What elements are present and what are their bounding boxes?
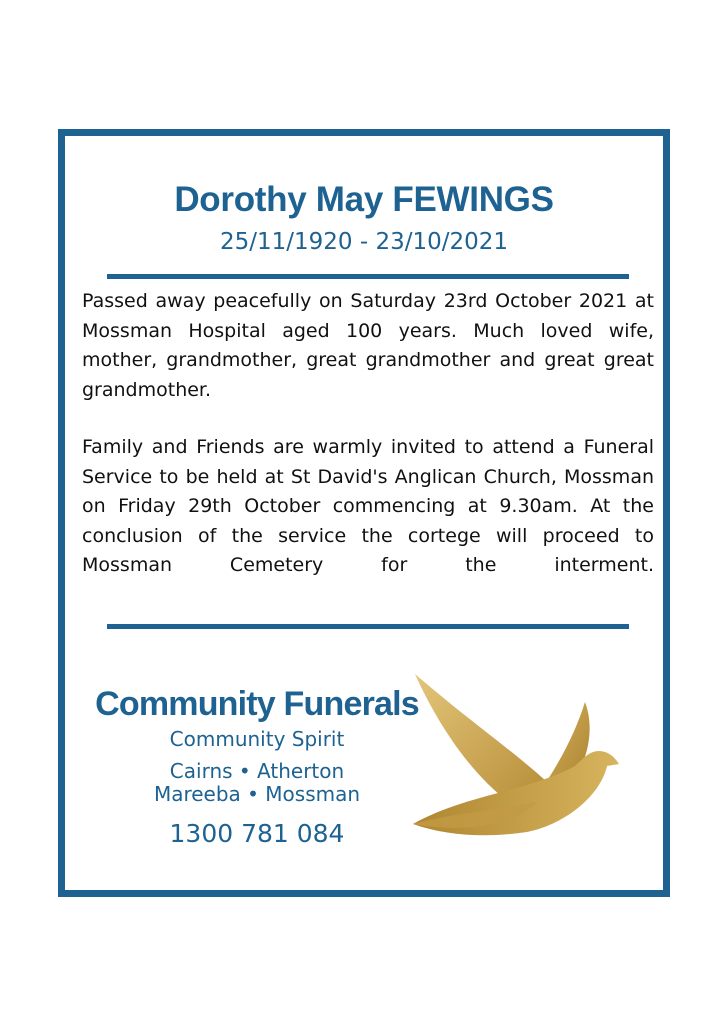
funeral-notice [58, 129, 670, 897]
divider-top [107, 274, 629, 279]
notice-paragraph-death: Passed away peacefully on Saturday 23rd October 2021 at Mossman Hospital aged 100 years. Much loved wife, mother, grandmother, great grandmother and great great grandmother. [82, 290, 654, 401]
divider-bottom [107, 624, 629, 629]
notice-paragraph-service: Family and Friends are warmly invited to attend a Funeral Service to be held at St David's Anglican Church, Mossman on Friday 29th October commencing at 9.30am. At the conclusion of the service the cortege will proceed to Mossman Cemetery for the interment. [82, 436, 654, 576]
life-dates: 25/11/1920 - 23/10/2021 [219, 229, 509, 255]
deceased-name: Dorothy May FEWINGS [174, 180, 554, 219]
brand-locations-line-1: Cairns • Atherton [169, 759, 345, 783]
brand-tagline: Community Spirit [169, 727, 345, 751]
brand-phone: 1300 781 084 [169, 819, 345, 848]
dove-icon [407, 674, 622, 854]
brand-name: Community Funerals [95, 685, 419, 723]
brand-locations-line-2: Mareeba • Mossman [153, 782, 361, 806]
funeral-director-logo [87, 684, 427, 849]
